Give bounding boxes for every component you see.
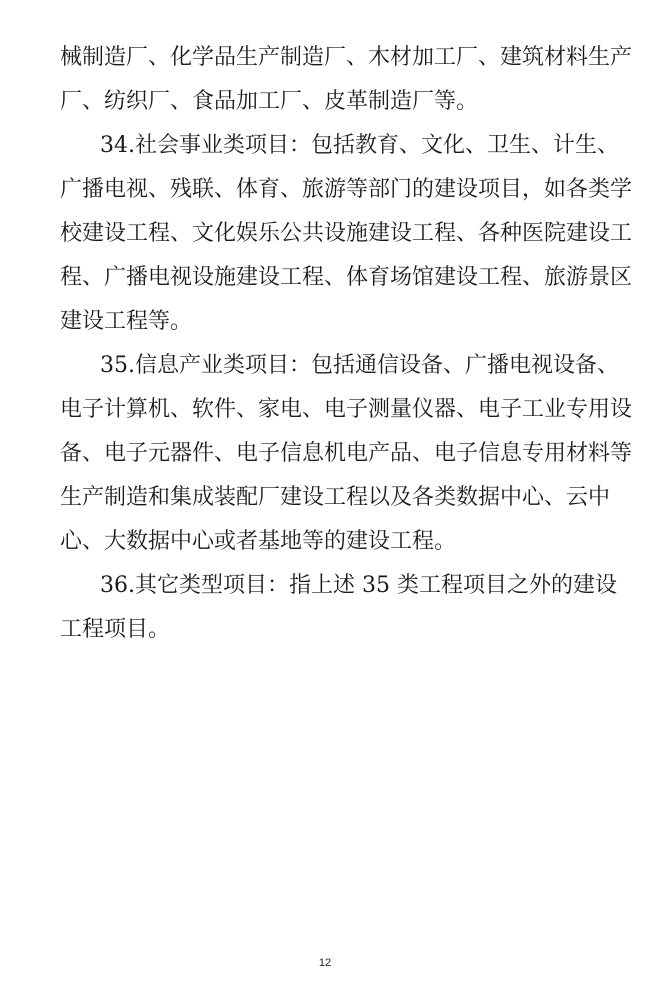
text-line: 36.其它类型项目：指上述 35 类工程项目之外的建设 bbox=[100, 573, 617, 598]
text-line: 34.社会事业类项目：包括教育、文化、卫生、计生、 bbox=[100, 133, 619, 158]
text-line: 工程项目。 bbox=[60, 617, 171, 642]
paragraph-item-35 bbox=[60, 344, 633, 564]
text-line: 备、电子元器件、电子信息机电产品、电子信息专用材料等 bbox=[60, 441, 633, 466]
text-line: 校建设工程、文化娱乐公共设施建设工程、各种医院建设工 bbox=[60, 221, 633, 246]
text-line: 生产制造和集成装配厂建设工程以及各类数据中心、云中 bbox=[60, 485, 611, 510]
page-number: 12 bbox=[318, 957, 332, 969]
paragraph-continuation bbox=[60, 36, 633, 124]
text-line: 心、大数据中心或者基地等的建设工程。 bbox=[60, 529, 457, 554]
text-line: 械制造厂、化学品生产制造厂、木材加工厂、建筑材料生产 bbox=[60, 45, 633, 70]
text-line: 35.信息产业类项目：包括通信设备、广播电视设备、 bbox=[100, 353, 619, 378]
text-line: 广播电视、残联、体育、旅游等部门的建设项目，如各类学 bbox=[60, 177, 633, 202]
document-body bbox=[60, 36, 633, 652]
text-line: 厂、纺织厂、食品加工厂、皮革制造厂等。 bbox=[60, 89, 479, 114]
paragraph-item-36 bbox=[60, 564, 617, 652]
text-line: 程、广播电视设施建设工程、体育场馆建设工程、旅游景区 bbox=[60, 265, 633, 290]
text-line: 电子计算机、软件、家电、电子测量仪器、电子工业专用设 bbox=[60, 397, 633, 422]
paragraph-item-34 bbox=[60, 124, 633, 344]
text-line: 建设工程等。 bbox=[60, 309, 193, 334]
